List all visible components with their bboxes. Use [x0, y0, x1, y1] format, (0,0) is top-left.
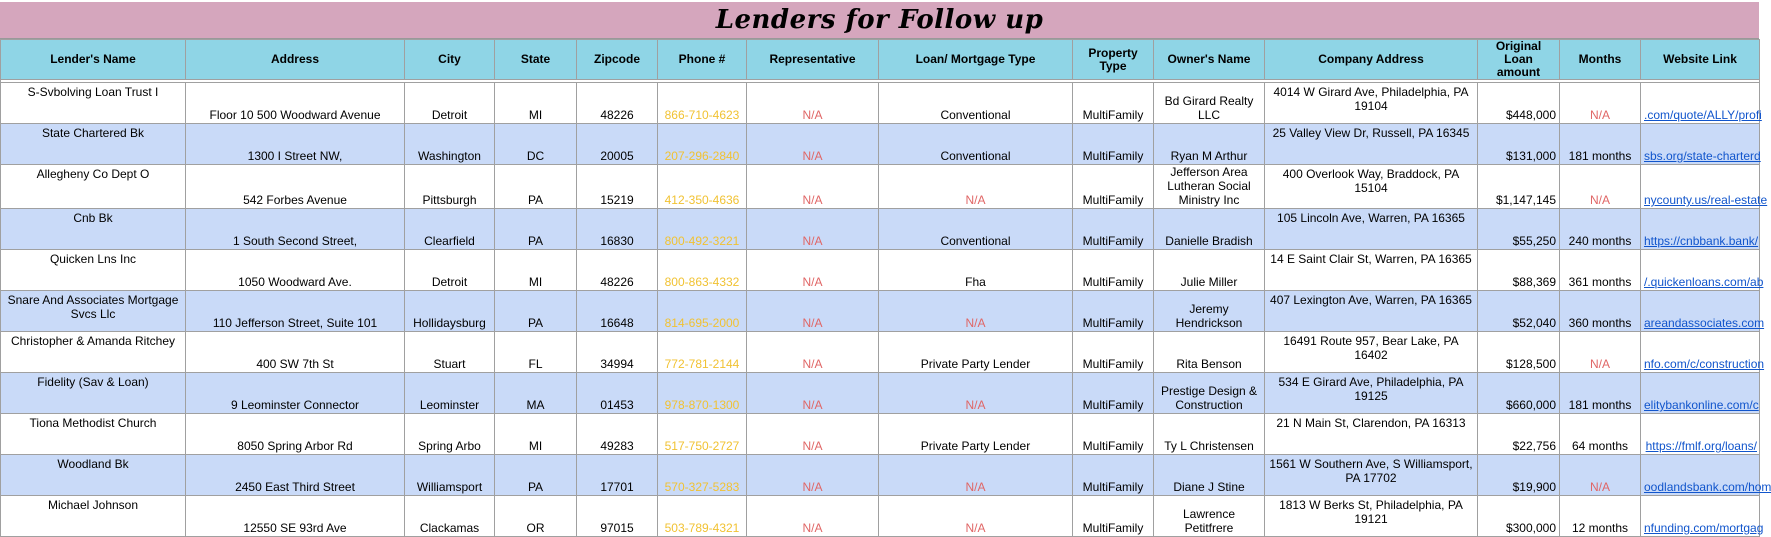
cell-phone[interactable]: 800-492-3221	[658, 209, 747, 250]
cell-address[interactable]: 1050 Woodward Ave.	[186, 250, 405, 291]
cell-representative[interactable]: N/A	[747, 124, 879, 165]
cell-lender-name[interactable]: Snare And Associates Mortgage Svcs Llc	[1, 291, 186, 332]
cell-city[interactable]: Pittsburgh	[405, 165, 495, 209]
cell-address[interactable]: 12550 SE 93rd Ave	[186, 496, 405, 537]
col-header-loan-type[interactable]: Loan/ Mortgage Type	[879, 40, 1073, 80]
cell-loan-amount[interactable]: $55,250	[1478, 209, 1560, 250]
cell-state[interactable]: PA	[495, 291, 577, 332]
cell-website-link[interactable]: elitybankonline.com/c	[1641, 373, 1760, 414]
cell-zipcode[interactable]: 34994	[577, 332, 658, 373]
cell-lender-name[interactable]: Woodland Bk	[1, 455, 186, 496]
cell-representative[interactable]: N/A	[747, 455, 879, 496]
col-header-representative[interactable]: Representative	[747, 40, 879, 80]
cell-zipcode[interactable]: 97015	[577, 496, 658, 537]
cell-city[interactable]: Detroit	[405, 250, 495, 291]
cell-loan-type[interactable]: N/A	[879, 165, 1073, 209]
cell-property-type[interactable]: MultiFamily	[1073, 291, 1154, 332]
table-row[interactable]	[1, 250, 1760, 291]
cell-city[interactable]: Williamsport	[405, 455, 495, 496]
cell-phone[interactable]: 207-296-2840	[658, 124, 747, 165]
col-header-address[interactable]: Address	[186, 40, 405, 80]
cell-website-link[interactable]: nfo.com/c/construction	[1641, 332, 1760, 373]
table-row[interactable]	[1, 414, 1760, 455]
cell-city[interactable]: Spring Arbo	[405, 414, 495, 455]
cell-loan-type[interactable]: N/A	[879, 291, 1073, 332]
cell-loan-amount[interactable]: $22,756	[1478, 414, 1560, 455]
cell-zipcode[interactable]: 48226	[577, 83, 658, 124]
cell-state[interactable]: FL	[495, 332, 577, 373]
cell-loan-type[interactable]: Private Party Lender	[879, 414, 1073, 455]
cell-lender-name[interactable]: Tiona Methodist Church	[1, 414, 186, 455]
cell-company-address[interactable]: 400 Overlook Way, Braddock, PA 15104	[1265, 165, 1478, 209]
cell-owner-name[interactable]: Danielle Bradish	[1154, 209, 1265, 250]
col-header-zipcode[interactable]: Zipcode	[577, 40, 658, 80]
cell-company-address[interactable]: 1813 W Berks St, Philadelphia, PA 19121	[1265, 496, 1478, 537]
cell-state[interactable]: PA	[495, 209, 577, 250]
cell-city[interactable]: Detroit	[405, 83, 495, 124]
cell-address[interactable]: 2450 East Third Street	[186, 455, 405, 496]
cell-loan-type[interactable]: N/A	[879, 455, 1073, 496]
cell-loan-type[interactable]: Conventional	[879, 124, 1073, 165]
cell-owner-name[interactable]: Lawrence Petitfrere	[1154, 496, 1265, 537]
cell-loan-amount[interactable]: $300,000	[1478, 496, 1560, 537]
cell-representative[interactable]: N/A	[747, 291, 879, 332]
cell-website-link[interactable]: .com/quote/ALLY/profi	[1641, 83, 1760, 124]
cell-lender-name[interactable]: S-Svbolving Loan Trust I	[1, 83, 186, 124]
cell-representative[interactable]: N/A	[747, 414, 879, 455]
cell-address[interactable]: 9 Leominster Connector	[186, 373, 405, 414]
col-header-state[interactable]: State	[495, 40, 577, 80]
cell-months[interactable]: 64 months	[1560, 414, 1641, 455]
cell-address[interactable]: 110 Jefferson Street, Suite 101	[186, 291, 405, 332]
cell-state[interactable]: PA	[495, 455, 577, 496]
cell-property-type[interactable]: MultiFamily	[1073, 496, 1154, 537]
cell-phone[interactable]: 570-327-5283	[658, 455, 747, 496]
cell-website-link[interactable]: https://cnbbank.bank/	[1641, 209, 1760, 250]
cell-company-address[interactable]: 105 Lincoln Ave, Warren, PA 16365	[1265, 209, 1478, 250]
cell-lender-name[interactable]: Quicken Lns Inc	[1, 250, 186, 291]
cell-phone[interactable]: 412-350-4636	[658, 165, 747, 209]
table-row[interactable]	[1, 209, 1760, 250]
cell-state[interactable]: OR	[495, 496, 577, 537]
cell-address[interactable]: 1 South Second Street,	[186, 209, 405, 250]
lenders-table	[0, 39, 1771, 537]
cell-property-type[interactable]: MultiFamily	[1073, 124, 1154, 165]
cell-address[interactable]: 8050 Spring Arbor Rd	[186, 414, 405, 455]
table-row[interactable]	[1, 373, 1760, 414]
cell-zipcode[interactable]: 16648	[577, 291, 658, 332]
col-header-owner[interactable]: Owner's Name	[1154, 40, 1265, 80]
cell-property-type[interactable]: MultiFamily	[1073, 455, 1154, 496]
col-header-months[interactable]: Months	[1560, 40, 1641, 80]
col-header-phone[interactable]: Phone #	[658, 40, 747, 80]
table-row[interactable]	[1, 455, 1760, 496]
cell-website-link[interactable]: https://fmlf.org/loans/	[1641, 414, 1760, 455]
cell-owner-name[interactable]: Bd Girard Realty LLC	[1154, 83, 1265, 124]
cell-company-address[interactable]: 25 Valley View Dr, Russell, PA 16345	[1265, 124, 1478, 165]
cell-loan-type[interactable]: Private Party Lender	[879, 332, 1073, 373]
cell-loan-type[interactable]: Conventional	[879, 83, 1073, 124]
cell-representative[interactable]: N/A	[747, 209, 879, 250]
cell-state[interactable]: MI	[495, 250, 577, 291]
cell-property-type[interactable]: MultiFamily	[1073, 250, 1154, 291]
cell-months[interactable]: N/A	[1560, 455, 1641, 496]
cell-website-link[interactable]: nycounty.us/real-estate	[1641, 165, 1760, 209]
col-header-city[interactable]: City	[405, 40, 495, 80]
cell-loan-amount[interactable]: $128,500	[1478, 332, 1560, 373]
cell-company-address[interactable]: 14 E Saint Clair St, Warren, PA 16365	[1265, 250, 1478, 291]
cell-months[interactable]: 240 months	[1560, 209, 1641, 250]
cell-state[interactable]: MI	[495, 414, 577, 455]
table-row[interactable]	[1, 496, 1760, 537]
cell-website-link[interactable]: /.quickenloans.com/ab	[1641, 250, 1760, 291]
cell-lender-name[interactable]: Fidelity (Sav & Loan)	[1, 373, 186, 414]
cell-lender-name[interactable]: Allegheny Co Dept O	[1, 165, 186, 209]
cell-city[interactable]: Stuart	[405, 332, 495, 373]
cell-address[interactable]: Floor 10 500 Woodward Avenue	[186, 83, 405, 124]
cell-phone[interactable]: 772-781-2144	[658, 332, 747, 373]
col-header-loan-amount[interactable]: Original Loan amount	[1478, 40, 1560, 80]
cell-address[interactable]: 1300 I Street NW,	[186, 124, 405, 165]
cell-city[interactable]: Clearfield	[405, 209, 495, 250]
cell-lender-name[interactable]: State Chartered Bk	[1, 124, 186, 165]
cell-lender-name[interactable]: Christopher & Amanda Ritchey	[1, 332, 186, 373]
cell-address[interactable]: 542 Forbes Avenue	[186, 165, 405, 209]
cell-phone[interactable]: 503-789-4321	[658, 496, 747, 537]
cell-representative[interactable]: N/A	[747, 250, 879, 291]
cell-company-address[interactable]: 534 E Girard Ave, Philadelphia, PA 19125	[1265, 373, 1478, 414]
cell-months[interactable]: 360 months	[1560, 291, 1641, 332]
cell-lender-name[interactable]: Cnb Bk	[1, 209, 186, 250]
cell-zipcode[interactable]: 48226	[577, 250, 658, 291]
cell-property-type[interactable]: MultiFamily	[1073, 414, 1154, 455]
cell-city[interactable]: Clackamas	[405, 496, 495, 537]
cell-property-type[interactable]: MultiFamily	[1073, 83, 1154, 124]
header-row	[1, 40, 1760, 80]
cell-owner-name[interactable]: Jefferson Area Lutheran Social Ministry Inc	[1154, 165, 1265, 209]
cell-loan-type[interactable]: N/A	[879, 373, 1073, 414]
cell-zipcode[interactable]: 17701	[577, 455, 658, 496]
cell-months[interactable]: 181 months	[1560, 373, 1641, 414]
cell-website-link[interactable]: nfunding.com/mortgag	[1641, 496, 1760, 537]
cell-lender-name[interactable]: Michael Johnson	[1, 496, 186, 537]
table-row[interactable]	[1, 291, 1760, 332]
cell-months[interactable]: 361 months	[1560, 250, 1641, 291]
cell-state[interactable]: MA	[495, 373, 577, 414]
table-row[interactable]	[1, 124, 1760, 165]
cell-loan-amount[interactable]: $448,000	[1478, 83, 1560, 124]
cell-owner-name[interactable]: Jeremy Hendrickson	[1154, 291, 1265, 332]
table-row[interactable]	[1, 83, 1760, 124]
cell-phone[interactable]: 517-750-2727	[658, 414, 747, 455]
col-header-website[interactable]: Website Link	[1641, 40, 1760, 80]
cell-months[interactable]: 12 months	[1560, 496, 1641, 537]
col-header-property-type[interactable]: Property Type	[1073, 40, 1154, 80]
cell-representative[interactable]: N/A	[747, 332, 879, 373]
cell-state[interactable]: PA	[495, 165, 577, 209]
cell-loan-amount[interactable]: $52,040	[1478, 291, 1560, 332]
cell-website-link[interactable]: sbs.org/state-charterd	[1641, 124, 1760, 165]
cell-company-address[interactable]: 21 N Main St, Clarendon, PA 16313	[1265, 414, 1478, 455]
cell-zipcode[interactable]: 16830	[577, 209, 658, 250]
cell-months[interactable]: 181 months	[1560, 124, 1641, 165]
cell-loan-amount[interactable]: $660,000	[1478, 373, 1560, 414]
cell-state[interactable]: DC	[495, 124, 577, 165]
cell-property-type[interactable]: MultiFamily	[1073, 373, 1154, 414]
cell-website-link[interactable]: areandassociates.com	[1641, 291, 1760, 332]
table-row[interactable]	[1, 165, 1760, 209]
sheet-title-banner[interactable]	[0, 2, 1759, 39]
cell-owner-name[interactable]: Ty L Christensen	[1154, 414, 1265, 455]
cell-loan-amount[interactable]: $88,369	[1478, 250, 1560, 291]
cell-loan-amount[interactable]: $131,000	[1478, 124, 1560, 165]
cell-owner-name[interactable]: Ryan M Arthur	[1154, 124, 1265, 165]
cell-loan-amount[interactable]: $1,147,145	[1478, 165, 1560, 209]
cell-representative[interactable]: N/A	[747, 165, 879, 209]
cell-months[interactable]: N/A	[1560, 83, 1641, 124]
cell-representative[interactable]: N/A	[747, 496, 879, 537]
cell-phone[interactable]: 978-870-1300	[658, 373, 747, 414]
cell-loan-type[interactable]: Conventional	[879, 209, 1073, 250]
cell-months[interactable]: N/A	[1560, 165, 1641, 209]
table-row[interactable]	[1, 332, 1760, 373]
cell-property-type[interactable]: MultiFamily	[1073, 209, 1154, 250]
cell-city[interactable]: Hollidaysburg	[405, 291, 495, 332]
col-header-lender[interactable]: Lender's Name	[1, 40, 186, 80]
table-body	[1, 80, 1771, 537]
cell-months[interactable]: N/A	[1560, 332, 1641, 373]
cell-loan-type[interactable]: Fha	[879, 250, 1073, 291]
cell-zipcode[interactable]: 15219	[577, 165, 658, 209]
cell-zipcode[interactable]: 01453	[577, 373, 658, 414]
cell-loan-type[interactable]: N/A	[879, 496, 1073, 537]
cell-zipcode[interactable]: 20005	[577, 124, 658, 165]
cell-company-address[interactable]: 4014 W Girard Ave, Philadelphia, PA 19104	[1265, 83, 1478, 124]
cell-website-link[interactable]: oodlandsbank.com/hom	[1641, 455, 1760, 496]
cell-property-type[interactable]: MultiFamily	[1073, 165, 1154, 209]
cell-representative[interactable]: N/A	[747, 83, 879, 124]
col-header-company-address[interactable]: Company Address	[1265, 40, 1478, 80]
cell-city[interactable]: Washington	[405, 124, 495, 165]
cell-zipcode[interactable]: 49283	[577, 414, 658, 455]
cell-city[interactable]: Leominster	[405, 373, 495, 414]
cell-company-address[interactable]: 1561 W Southern Ave, S Williamsport, PA 17702	[1265, 455, 1478, 496]
sheet-title: Lenders for Follow up	[715, 5, 1044, 35]
cell-phone[interactable]: 800-863-4332	[658, 250, 747, 291]
cell-state[interactable]: MI	[495, 83, 577, 124]
cell-owner-name[interactable]: Julie Miller	[1154, 250, 1265, 291]
cell-company-address[interactable]: 16491 Route 957, Bear Lake, PA 16402	[1265, 332, 1478, 373]
cell-address[interactable]: 400 SW 7th St	[186, 332, 405, 373]
cell-phone[interactable]: 866-710-4623	[658, 83, 747, 124]
cell-representative[interactable]: N/A	[747, 373, 879, 414]
cell-company-address[interactable]: 407 Lexington Ave, Warren, PA 16365	[1265, 291, 1478, 332]
cell-owner-name[interactable]: Diane J Stine	[1154, 455, 1265, 496]
cell-owner-name[interactable]: Rita Benson	[1154, 332, 1265, 373]
cell-property-type[interactable]: MultiFamily	[1073, 332, 1154, 373]
cell-phone[interactable]: 814-695-2000	[658, 291, 747, 332]
cell-loan-amount[interactable]: $19,900	[1478, 455, 1560, 496]
cell-owner-name[interactable]: Prestige Design & Construction	[1154, 373, 1265, 414]
